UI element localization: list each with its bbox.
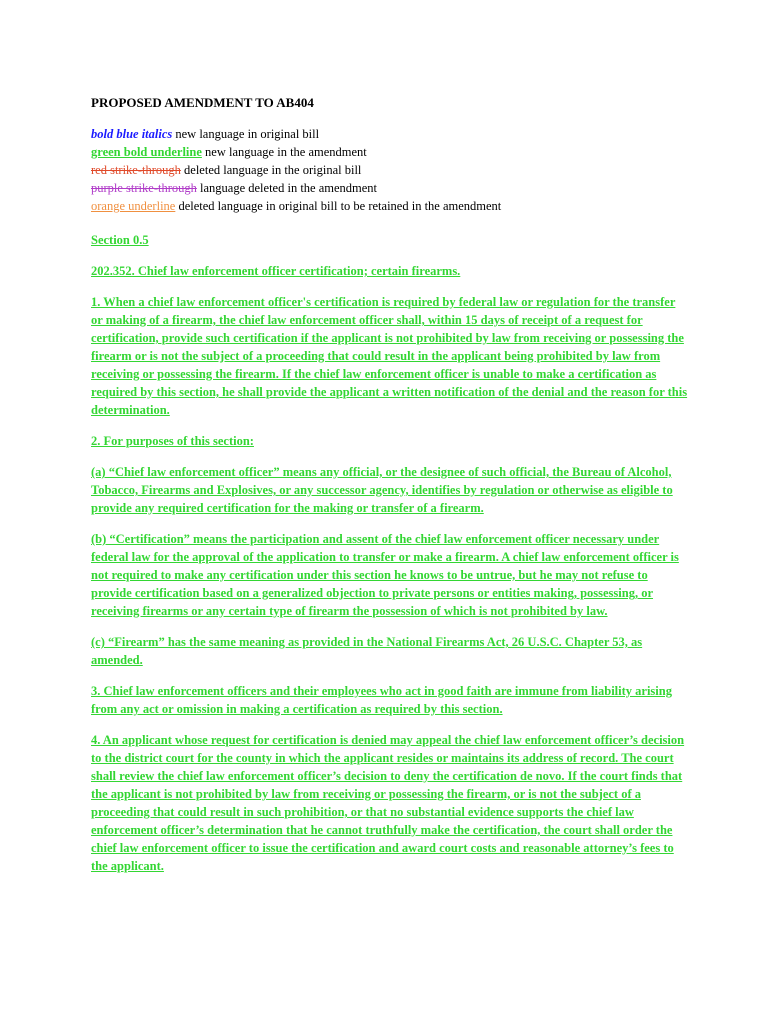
formatting-legend: [91, 125, 690, 215]
legend-purple: [91, 179, 690, 197]
legend-blue: [91, 125, 690, 143]
paragraph-4: 4. An applicant whose request for certification is denied may appeal the chief law enforcement officer’s decision to the district court for the county in which the applicant resides or maintains its address of record. The court shall review the chief law enforcement officer’s decision to deny the certification de novo. If the court finds that the applicant is not prohibited by law from receiving or possessing the firearm, or is not the subject of a proceeding that could result in such prohibition, or that no substantial evidence supports the chief law enforcement officer’s determination that he cannot truthfully make the certification, the court shall order the chief law enforcement officer to issue the certification and award court costs and reasonable attorney’s fees to the applicant.: [91, 733, 685, 873]
legend-red-desc: deleted language in the original bill: [180, 163, 362, 177]
legend-green: [91, 143, 690, 161]
section-label: Section 0.5: [91, 233, 149, 247]
paragraph-1: 1. When a chief law enforcement officer's certification is required by federal law or regulation for the transfer or making of a firearm, the chief law enforcement officer shall, within 15 days of receipt of a request for certification, provide such certification if the applicant is not prohibited by law from receiving or possessing the firearm or is not the subject of a proceeding that could result in the applicant being prohibited by law from receiving or possessing the firearm. If the chief law enforcement officer is unable to make a certification as required by this section, he shall provide the applicant a written notification of the denial and the reason for this determination.: [91, 295, 688, 417]
legend-orange-key: orange underline: [91, 199, 176, 213]
legend-blue-desc: new language in original bill: [172, 127, 320, 141]
legend-purple-desc: language deleted in the amendment: [196, 181, 378, 195]
paragraph-2a: (a) “Chief law enforcement officer” means any official, or the designee of such official, the Bureau of Alcohol, Tobacco, Firearms and Explosives, or any successor agency, identifies by regulation or otherwise as eligible to provide any required certification for the making or transfer of a firearm.: [91, 465, 673, 515]
legend-orange: [91, 197, 690, 215]
legend-blue-key: bold blue italics: [91, 127, 173, 141]
paragraph-3: 3. Chief law enforcement officers and their employees who act in good faith are immune from liability arising from any act or omission in making a certification as required by this section.: [91, 684, 672, 716]
legend-green-desc: new language in the amendment: [201, 145, 367, 159]
paragraph-2b: (b) “Certification” means the participation and assent of the chief law enforcement officer necessary under federal law for the approval of the application to transfer or make a firearm. A chief law enforcement officer is not required to make any certification under this section he knows to be untrue, but he may not refuse to provide certification based on a generalized objection to private persons or entities making, possessing, or receiving firearms or any certain type of firearm the possession of which is not prohibited by law.: [91, 532, 679, 618]
legend-red: [91, 161, 690, 179]
document-title: PROPOSED AMENDMENT TO AB404: [91, 95, 314, 110]
legend-orange-desc: deleted language in original bill to be retained in the amendment: [175, 199, 502, 213]
legend-green-key: green bold underline: [91, 145, 202, 159]
legend-purple-key: purple strike-through: [91, 181, 197, 195]
paragraph-2: 2. For purposes of this section:: [91, 434, 254, 448]
section-heading: 202.352. Chief law enforcement officer certification; certain firearms.: [91, 264, 461, 278]
legend-red-key: red strike-through: [91, 163, 181, 177]
paragraph-2c: (c) “Firearm” has the same meaning as provided in the National Firearms Act, 26 U.S.C. Chapter 53, as amended.: [91, 635, 643, 667]
